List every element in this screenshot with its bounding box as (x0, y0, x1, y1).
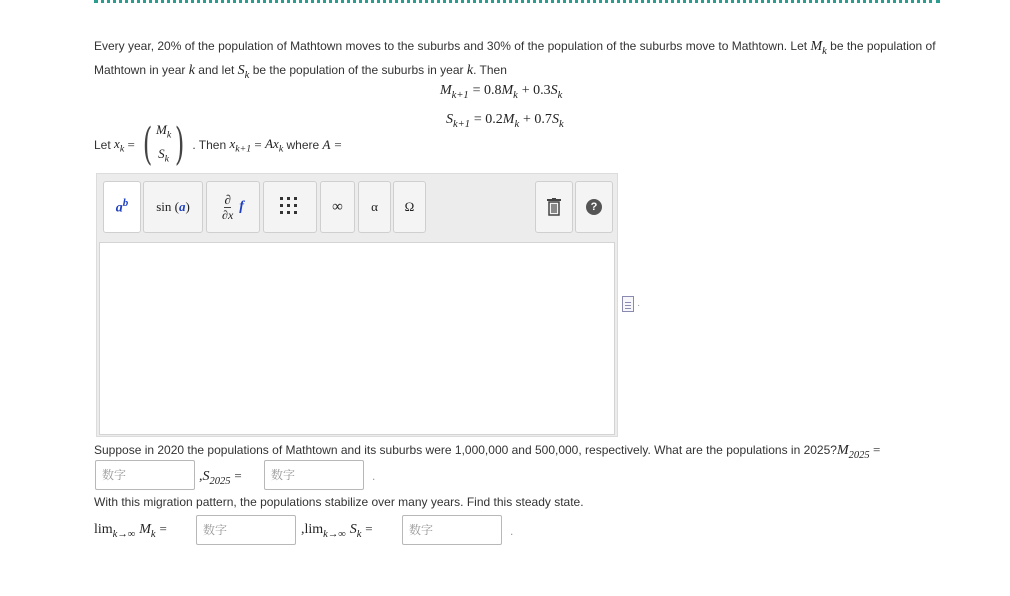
question-3: With this migration pattern, the populations stabilize over many years. Find this steady state. (94, 495, 584, 509)
limit-s-input[interactable]: 数字 (402, 515, 502, 545)
vector-definition: Let $x_k$ = ( $M_k$ $S_k$ ) . Then $x_{k+1}$ = $Ax_k$ where A = (94, 119, 343, 170)
var-mk: $M_k$ (810, 39, 827, 57)
var-k-2: k (466, 62, 474, 78)
limit-m-label: $\lim_{k\to\infty} M_k$ = (94, 521, 167, 540)
s2025-label: $,S_{2025}$ = (199, 468, 242, 487)
top-divider (94, 0, 940, 3)
m2025-input[interactable]: 数字 (95, 460, 195, 490)
matrix-grid-icon (279, 196, 301, 218)
limit-m-input[interactable]: 数字 (196, 515, 296, 545)
math-editor (96, 173, 618, 437)
question-2: Suppose in 2020 the populations of Mathtown and its suburbs were 1,000,000 and 500,000, respectively. What are the populations in $2025?M_{2025}$ = (94, 442, 881, 461)
superscript-button[interactable]: $a^b$ (103, 181, 141, 233)
recurrence-equations (440, 78, 564, 136)
period-2: . (510, 524, 514, 538)
function-button[interactable]: sin (a) (143, 181, 203, 233)
help-button[interactable] (575, 181, 613, 233)
equation-m: $M_{k+1} = 0.8M_k + 0.3S_k$ (440, 83, 563, 101)
infinity-button[interactable]: ∞ (320, 181, 355, 233)
derivative-button[interactable]: ∂ ∂x f (206, 181, 260, 233)
column-vector: ( $M_k$ $S_k$ ) (142, 119, 185, 170)
intro-text-5: . Then (473, 62, 507, 77)
intro-text-2: be the population of Mathtown in year (94, 39, 936, 77)
symbols-omega-button[interactable]: Ω (393, 181, 426, 233)
document-icon[interactable] (622, 296, 634, 312)
matrix-button[interactable] (263, 181, 317, 233)
matrix-answer-input[interactable] (99, 242, 615, 435)
period-1: . (372, 469, 376, 483)
var-k: k (188, 62, 195, 78)
intro-text-1: Every year, 20% of the population of Mathtown moves to the suburbs and 30% of the population of the suburbs move to Mathtown. Let (94, 39, 808, 53)
intro-text-3: and let (198, 62, 235, 77)
equation-s: $S_{k+1} = 0.2M_k + 0.7S_k$ (446, 111, 564, 130)
greek-alpha-button[interactable]: α (358, 181, 391, 233)
intro-text-4: be the population of the suburbs in year (252, 62, 464, 77)
s2025-input[interactable]: 数字 (264, 460, 364, 490)
trash-icon (546, 198, 562, 216)
clear-button[interactable] (535, 181, 573, 233)
help-icon: ? (586, 199, 602, 215)
document-icon-dot: · (637, 300, 641, 311)
var-sk: $S_k$ (237, 62, 250, 81)
editor-toolbar (97, 174, 617, 240)
limit-s-label: $,\lim_{k\to\infty}$ $S_k$ = (301, 521, 373, 540)
